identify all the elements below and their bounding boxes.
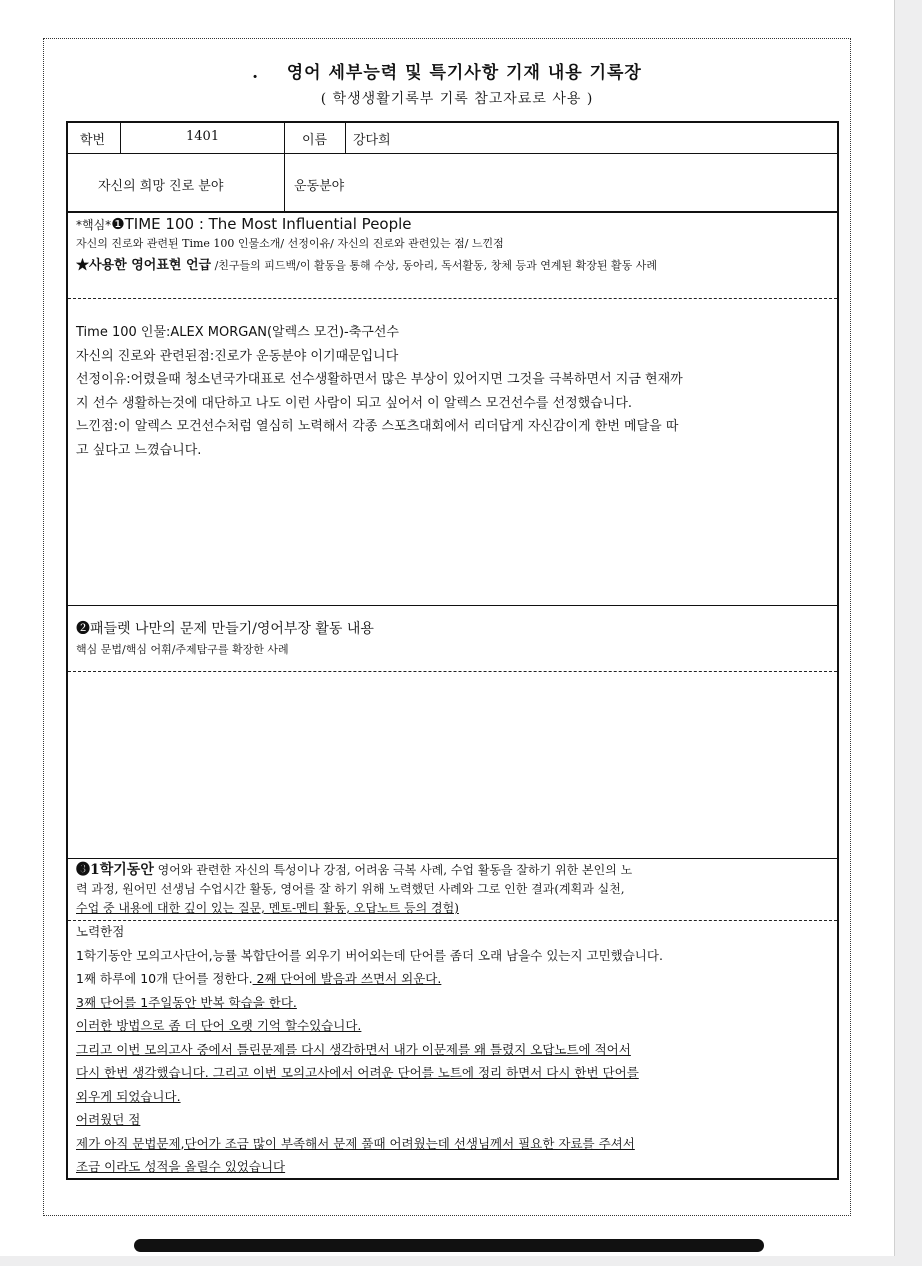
page-subtitle: ( 학생생활기록부 기록 참고자료로 사용 ) [320,91,594,107]
body-line [76,967,831,991]
body-line: 이러한 방법으로 좀 더 단어 오랫 기억 할수있습니다. [76,1018,362,1033]
body-line: 다시 한번 생각했습니다. 그리고 이번 모의고사에서 어려운 단어를 노트에 정리 하면서 다시 한번 단어를 [76,1065,639,1080]
career-label: 자신의 희망 진로 분야 [98,179,224,194]
career-value: 운동분야 [294,179,345,194]
student-name-label: 이름 [302,133,328,148]
number-2-icon: ❷ [76,621,90,637]
body-line: Time 100 인물:ALEX MORGAN(알렉스 모건)-축구선수 [76,325,399,340]
section3-guide [76,861,831,918]
section3-body [76,920,831,1179]
section1-title-text: TIME 100 : The Most Influential People [124,215,412,233]
student-name-value: 강다희 [353,133,391,148]
section1-guide: 자신의 진로와 관련된 Time 100 인물소개/ 선정이유/ 자신의 진로와 관련있는 점/ 느낀점 [76,237,504,250]
divider [345,123,346,154]
section1-body [76,321,831,462]
step-1: 1째 하루에 10개 단어를 정한다. [76,971,253,986]
number-3-icon: ❸ [76,862,90,878]
body-line: 고 싶다고 느꼈습니다. [76,442,202,458]
divider [68,211,837,213]
divider [68,153,837,154]
body-line: 느낀점:이 알렉스 모건선수처럼 열심히 노력해서 각종 스포츠대회에서 리더답게 자신감이게 한번 메달을 따 [76,419,679,434]
divider [120,123,121,154]
section2-guide: 핵심 문법/핵심 어휘/주제탐구를 확장한 사례 [76,643,289,656]
section1-expression [76,256,831,276]
effort-label: 노력한점 [76,924,125,939]
body-line: 3째 단어를 1주일동안 반복 학습을 한다. [76,994,297,1010]
guide-line-2: 력 과정, 원어민 선생님 수업시간 활동, 영어를 잘 하기 위해 노력했던 사례와 그로 인한 결과(계획과 실천, [76,882,625,896]
body-line: 자신의 진로와 관련된점:진로가 운동분야 이기때문입니다 [76,348,399,364]
body-line: 1학기동안 모의고사단어,능률 복합단어를 외우기 버어외는데 단어를 좀더 오래 남을수 있는지 고민했습니다. [76,947,663,963]
body-line: 지 선수 생활하는것에 대단하고 나도 이런 사람이 되고 싶어서 이 알렉스 모건선수를 선정했습니다. [76,395,633,411]
guide-line-3: 수업 중 내용에 대한 깊이 있는 질문, 멘토-멘티 활동, 오답노트 등의 경험) [76,901,459,915]
expression-guide: /친구들의 피드백/이 활동을 통해 수상, 동아리, 독서활동, 창체 등과 연계된 확장된 활동 사례 [214,259,657,272]
section1-title [76,214,831,235]
number-1-icon: ❶ [111,215,125,233]
guide-line-1: 영어와 관련한 자신의 특성이나 강점, 어려움 극복 사례, 수업 활동을 잘하기 위한 본인의 노 [157,863,633,877]
body-line: 선정이유:어렸을때 청소년국가대표로 선수생활하면서 많은 부상이 있어지면 그것을 극복하면서 지금 현재까 [76,372,683,387]
guide-line [76,861,831,880]
divider [284,123,285,211]
title-dot: . [252,63,260,83]
expression-label: ★사용한 영어표현 언급 [76,258,212,273]
section3-title-bold: 1학기동안 [90,862,154,878]
section2-title-text: 패들렛 나만의 문제 만들기/영어부장 활동 내용 [90,621,374,637]
record-table [66,121,839,1180]
step-2: 2째 단어에 발음과 쓰면서 외운다. [252,971,442,986]
body-line: 제가 아직 문법문제,단어가 조금 많이 부족해서 문제 풀때 어려웠는데 선생님께서 필요한 자료를 주셔서 [76,1135,635,1151]
dashed-divider [68,671,837,672]
body-line: 그리고 이번 모의고사 중에서 틀린문제를 다시 생각하면서 내가 이문제를 왜 틀렸지 오답노트에 적어서 [76,1041,631,1057]
divider [68,858,837,859]
body-line: 외우게 되었습니다. [76,1088,181,1104]
student-id-label: 학번 [80,133,106,148]
student-id-value: 1401 [186,129,220,144]
dashed-divider [68,298,837,299]
divider [68,605,837,606]
title-text: 영어 세부능력 및 특기사항 기재 내용 기록장 [286,63,642,83]
difficulty-label: 어려웠던 점 [76,1112,141,1127]
section1-prefix: *핵심* [76,218,112,232]
section2-title [76,618,831,640]
home-indicator[interactable] [134,1239,764,1252]
body-line: 조금 이라도 성적을 올릴수 있었습니다 [76,1159,286,1174]
page-title [0,58,894,83]
